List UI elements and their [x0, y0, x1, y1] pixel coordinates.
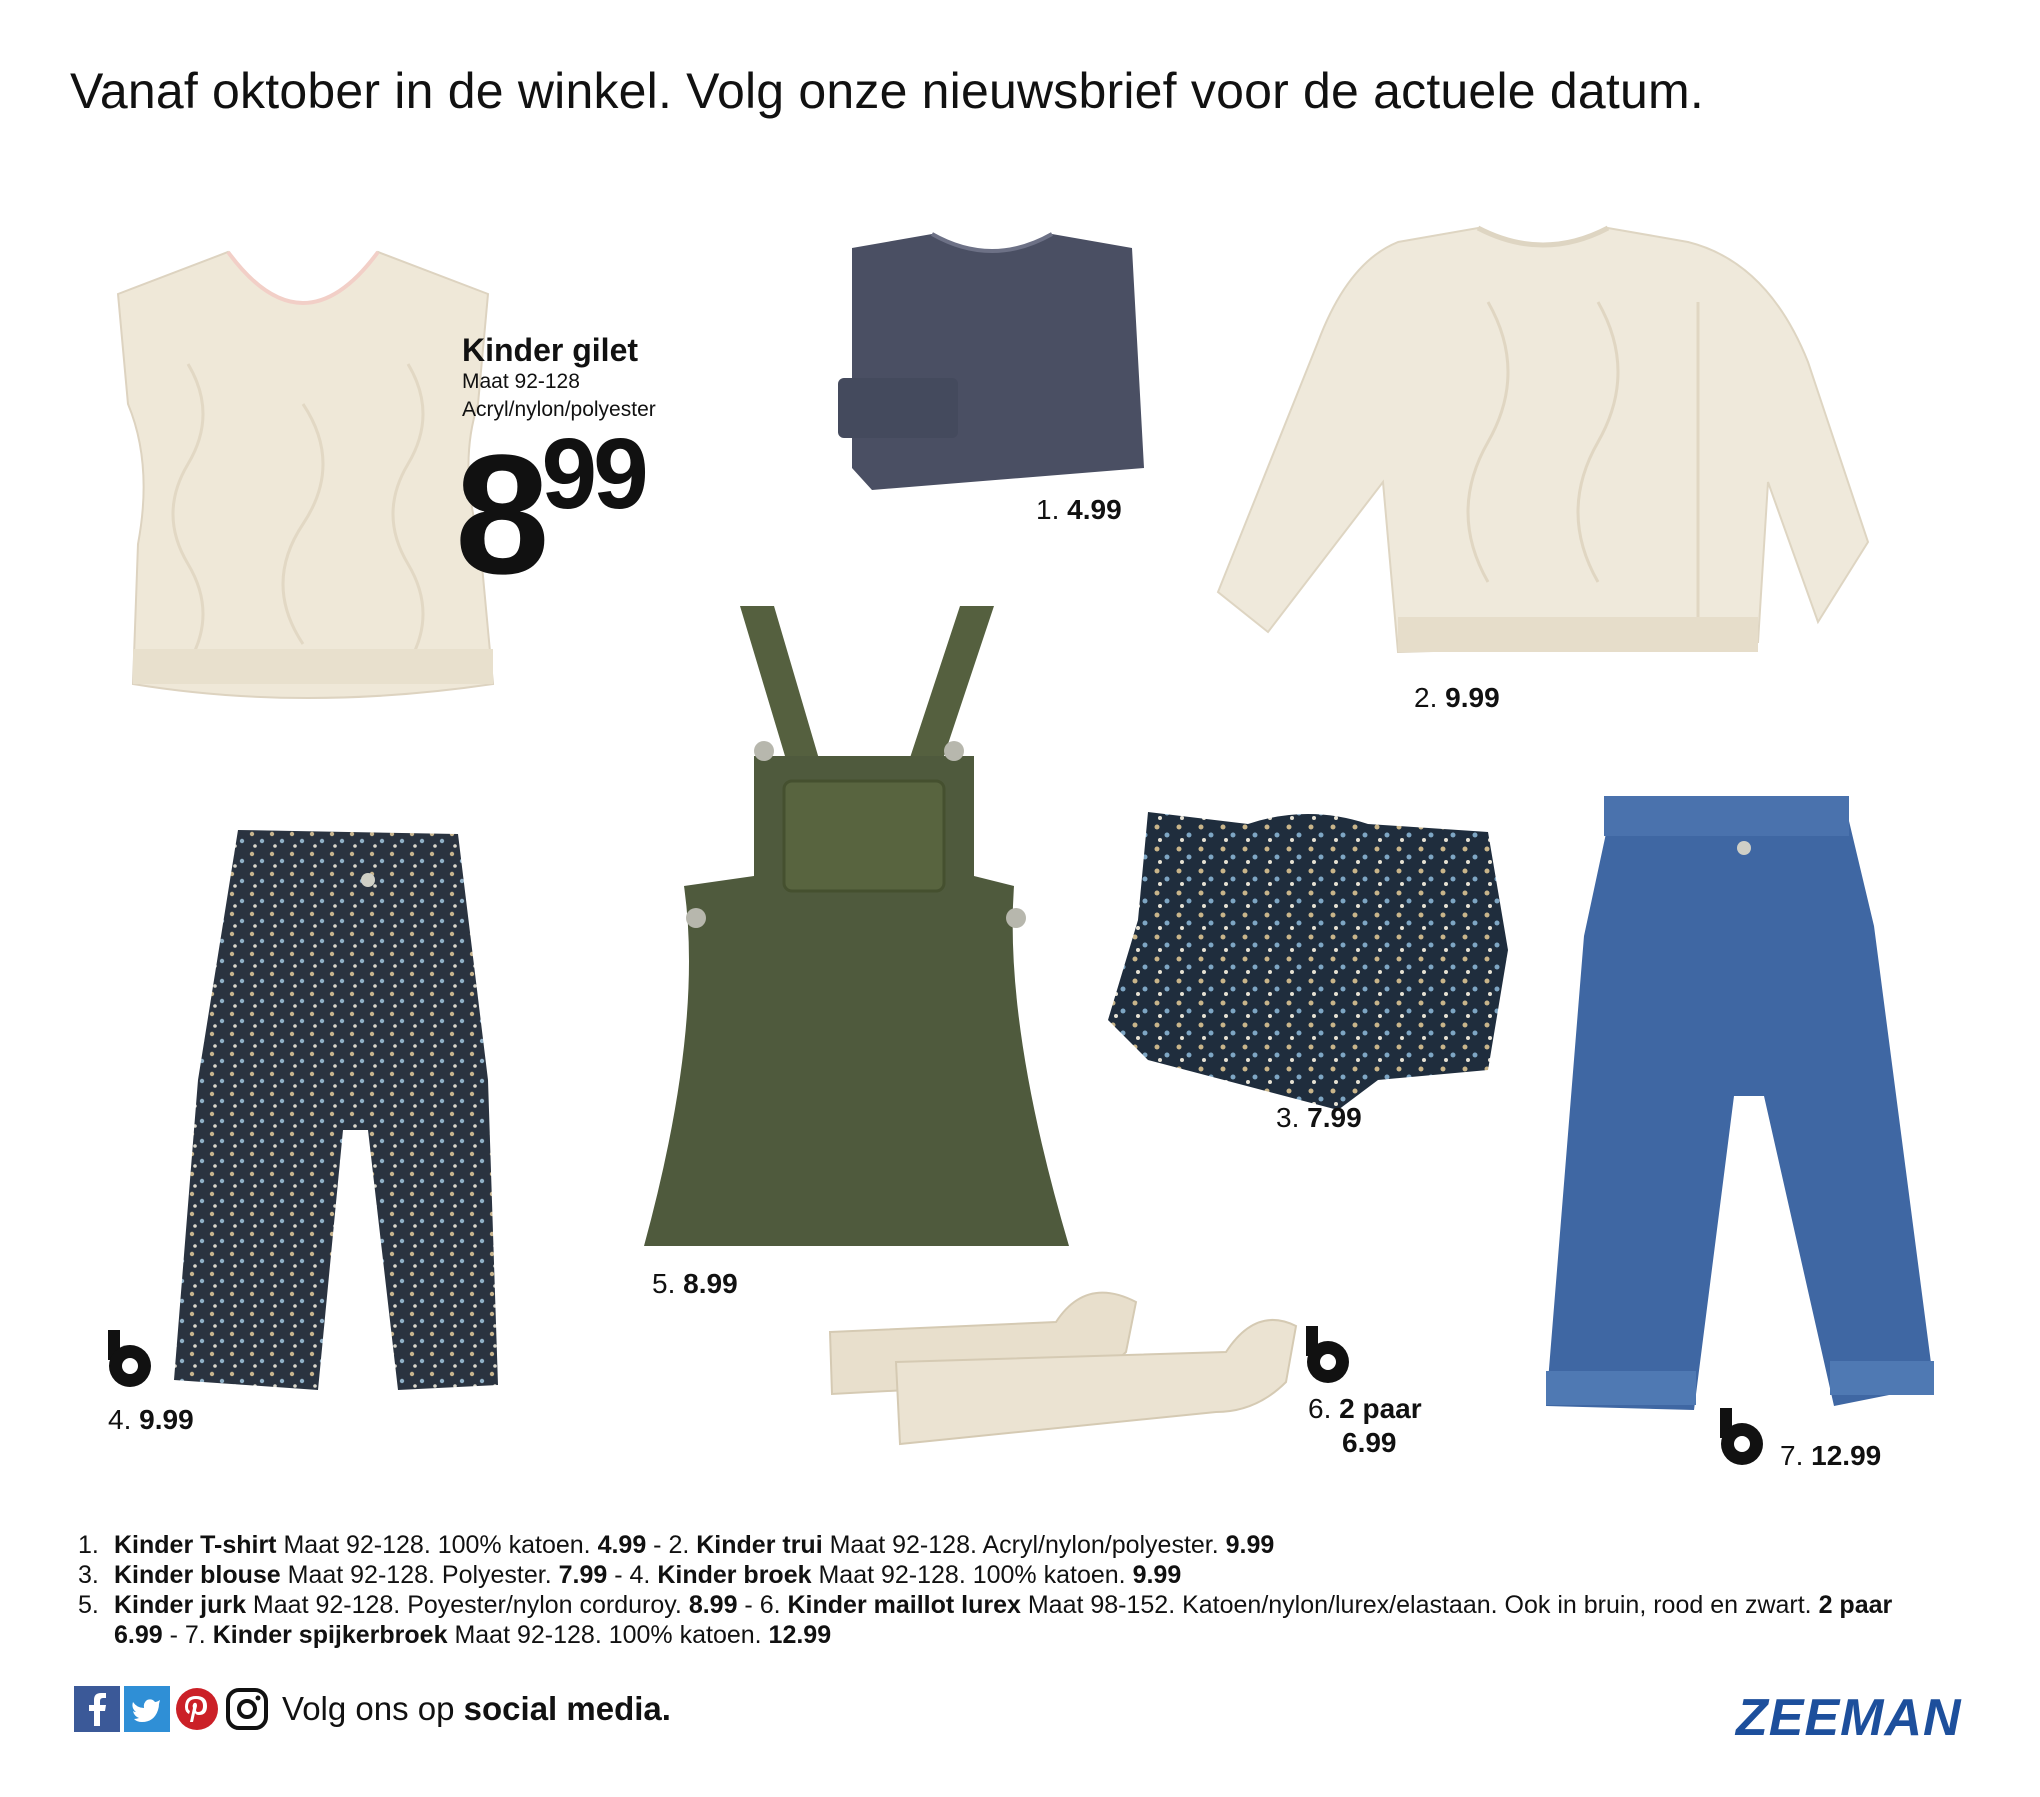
details-text: Maat 92-128. 100% katoen. — [447, 1621, 769, 1649]
details-bold: Kinder maillot lurex — [787, 1591, 1021, 1619]
price-label-value: 9.99 — [139, 1404, 194, 1435]
price-label-num: 1. — [1036, 494, 1060, 525]
details-bold: Kinder trui — [696, 1531, 823, 1559]
twitter-icon[interactable] — [124, 1686, 170, 1732]
price-label-value: 7.99 — [1307, 1102, 1362, 1133]
price-label-1 — [1036, 494, 1122, 526]
brand-logo: ZEEMAN — [1736, 1689, 1962, 1747]
details-bold: Kinder blouse — [114, 1561, 281, 1589]
price-label-7 — [1780, 1440, 1881, 1472]
details-row-num: 3. — [78, 1561, 99, 1589]
price-label-value: 8.99 — [683, 1268, 738, 1299]
featured-size: Maat 92-128 — [462, 370, 580, 393]
price-label-num: 5. — [652, 1268, 676, 1299]
cotton-icon — [1302, 1326, 1354, 1384]
details-text: Maat 92-128. Poyester/nylon corduroy. — [245, 1591, 689, 1619]
details-row-text — [114, 1560, 1938, 1590]
price-label-value: 4.99 — [1067, 494, 1122, 525]
details-bold: 12.99 — [768, 1621, 832, 1649]
details-text: - 4. — [607, 1561, 658, 1589]
details-bold: 7.99 — [558, 1561, 608, 1589]
social-prefix: Volg ons op — [282, 1690, 464, 1727]
product-image-tights — [826, 1272, 1346, 1452]
product-image-blouse — [1108, 800, 1508, 1110]
product-image-trousers — [168, 830, 558, 1390]
details-row — [78, 1590, 1938, 1650]
details-row-num: 5. — [78, 1591, 99, 1619]
details-bold: 4.99 — [597, 1531, 647, 1559]
product-image-jeans — [1544, 796, 1940, 1410]
social-label — [282, 1690, 671, 1728]
featured-material: Acryl/nylon/polyester — [462, 398, 656, 421]
price-label-2 — [1414, 682, 1500, 714]
details-bold: 8.99 — [688, 1591, 738, 1619]
price-label-5 — [652, 1268, 738, 1300]
details-text: Maat 98-152. Katoen/nylon/lurex/elastaan. Ook in bruin, rood en zwart. — [1020, 1591, 1819, 1619]
details-bold: 9.99 — [1225, 1531, 1275, 1559]
cotton-icon — [104, 1330, 156, 1388]
featured-price — [455, 418, 645, 610]
price-label-num: 2. — [1414, 682, 1438, 713]
social-bold: social media. — [463, 1690, 671, 1727]
details-bold: Kinder spijkerbroek — [212, 1621, 448, 1649]
page-title: Vanaf oktober in de winkel. Volg onze nieuwsbrief voor de actuele datum. — [70, 63, 1704, 119]
price-label-num: 6. — [1308, 1393, 1332, 1424]
price-label-value: 12.99 — [1811, 1440, 1882, 1471]
instagram-icon[interactable] — [224, 1686, 270, 1732]
details-bold: Kinder T-shirt — [114, 1531, 277, 1559]
price-label-num: 3. — [1276, 1102, 1300, 1133]
price-label-value: 9.99 — [1445, 682, 1500, 713]
price-label-qty: 2 paar — [1339, 1393, 1422, 1424]
featured-price-cents: 99 — [541, 418, 645, 530]
social-bar — [74, 1686, 671, 1732]
details-bold: Kinder broek — [657, 1561, 812, 1589]
details-text: Maat 92-128. Acryl/nylon/polyester. — [822, 1531, 1226, 1559]
price-label-num: 4. — [108, 1404, 132, 1435]
facebook-icon[interactable] — [74, 1686, 120, 1732]
details-text: - 6. — [737, 1591, 788, 1619]
price-label-4 — [108, 1404, 194, 1436]
details-row-num: 1. — [78, 1531, 99, 1559]
details-row-text — [114, 1590, 1938, 1650]
details-text: - 7. — [162, 1621, 213, 1649]
details-row — [78, 1560, 1938, 1590]
details-text: Maat 92-128. 100% katoen. — [811, 1561, 1133, 1589]
price-label-value: 6.99 — [1342, 1427, 1397, 1458]
details-text: Maat 92-128. Polyester. — [280, 1561, 559, 1589]
details-bold: 9.99 — [1132, 1561, 1182, 1589]
product-image-sweater — [1208, 222, 1878, 662]
price-label-6 — [1308, 1392, 1422, 1460]
product-image-dress — [644, 606, 1074, 1256]
details-bold: Kinder jurk — [114, 1591, 246, 1619]
details-text: Maat 92-128. 100% katoen. — [276, 1531, 598, 1559]
details-bold: 2 paar 6.99 — [114, 1591, 1893, 1649]
product-image-gilet — [108, 244, 498, 700]
price-label-3 — [1276, 1102, 1362, 1134]
pinterest-icon[interactable] — [174, 1686, 220, 1732]
details-text: - 2. — [646, 1531, 697, 1559]
featured-title: Kinder gilet — [462, 332, 639, 368]
details-row — [78, 1530, 1938, 1560]
featured-price-main: 8 — [455, 420, 542, 610]
product-image-tshirt — [832, 228, 1152, 493]
price-label-num: 7. — [1780, 1440, 1804, 1471]
product-details — [78, 1530, 1938, 1650]
details-row-text — [114, 1530, 1938, 1560]
cotton-icon — [1716, 1408, 1768, 1466]
